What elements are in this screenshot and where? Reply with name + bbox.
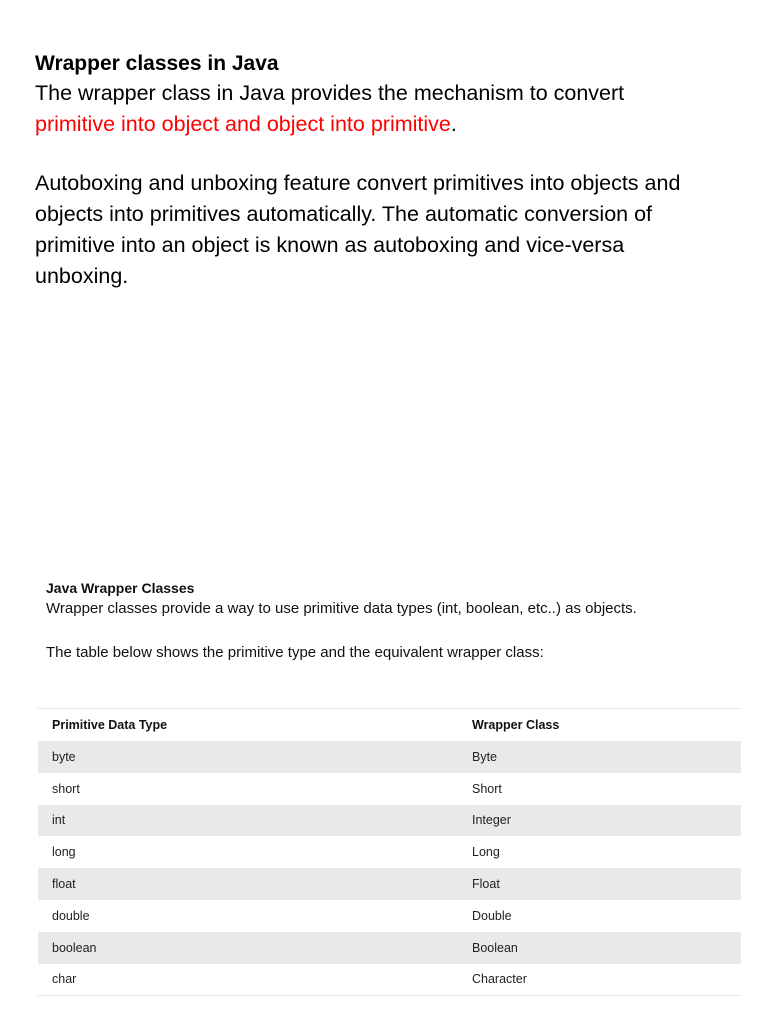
wrapper-classes-section xyxy=(46,578,746,664)
section-description: Wrapper classes provide a way to use primitive data types (int, boolean, etc..) as objects. xyxy=(46,600,637,617)
table-row xyxy=(38,868,741,900)
page-title: Wrapper classes in Java xyxy=(35,52,279,75)
primitive-cell: long xyxy=(52,845,76,860)
wrapper-class-table xyxy=(38,708,741,996)
intro-p2-line4: unboxing. xyxy=(35,264,129,288)
primitive-cell: byte xyxy=(38,741,458,773)
primitive-cell: boolean xyxy=(38,932,458,964)
table-row xyxy=(38,964,741,996)
intro-paragraph-1 xyxy=(35,78,755,140)
intro-p1-highlight: primitive into object and object into primitive xyxy=(35,112,451,136)
table-row xyxy=(38,836,741,868)
intro-p1-end: . xyxy=(450,112,457,136)
wrapper-cell: Float xyxy=(458,868,741,900)
primitive-cell: int xyxy=(38,805,458,837)
section-heading: Java Wrapper Classes xyxy=(46,580,195,596)
intro-p2-line1: Autoboxing and unboxing feature convert primitives into objects and xyxy=(35,171,681,195)
table-row xyxy=(38,773,741,805)
wrapper-cell: Double xyxy=(472,908,512,923)
primitive-cell: char xyxy=(38,964,458,996)
intro-p1-line1: The wrapper class in Java provides the mechanism to convert xyxy=(35,81,625,105)
table-header-row xyxy=(38,709,741,742)
wrapper-cell: Boolean xyxy=(458,932,741,964)
table-row xyxy=(38,932,741,964)
wrapper-cell: Long xyxy=(472,845,500,860)
intro-p2-line2: objects into primitives automatically. The automatic conversion of xyxy=(35,202,653,226)
wrapper-cell: Integer xyxy=(458,805,741,837)
table-row xyxy=(38,741,741,773)
primitive-cell: float xyxy=(38,868,458,900)
table-intro: The table below shows the primitive type and the equivalent wrapper class: xyxy=(46,644,544,661)
intro-p2-line3: primitive into an object is known as autoboxing and vice-versa xyxy=(35,233,625,257)
table-row xyxy=(38,900,741,932)
header-primitive-type: Primitive Data Type xyxy=(38,709,458,742)
primitive-cell: short xyxy=(52,781,80,796)
primitive-cell: double xyxy=(52,908,90,923)
intro-section xyxy=(35,50,755,292)
table-row xyxy=(38,805,741,837)
intro-paragraph-2 xyxy=(35,168,755,292)
wrapper-cell: Byte xyxy=(458,741,741,773)
wrapper-cell: Character xyxy=(458,964,741,996)
wrapper-cell: Short xyxy=(472,781,502,796)
header-wrapper-class: Wrapper Class xyxy=(458,709,741,742)
